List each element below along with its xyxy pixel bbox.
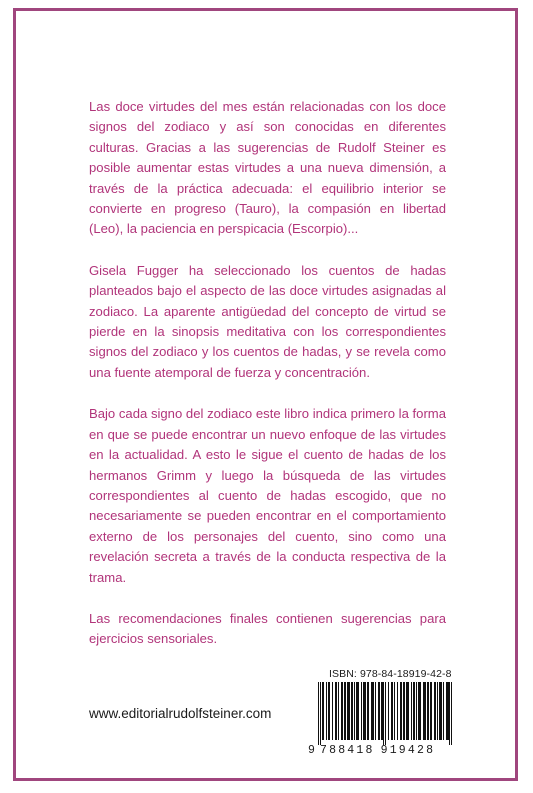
barcode-bar bbox=[332, 682, 333, 740]
barcode-bar bbox=[344, 682, 346, 740]
barcode-bar bbox=[347, 682, 350, 740]
barcode-bar bbox=[430, 682, 432, 740]
barcode-bar bbox=[381, 682, 383, 740]
barcode-bar bbox=[406, 682, 409, 740]
barcode-bar bbox=[437, 682, 438, 740]
barcode-bar bbox=[385, 682, 386, 745]
paragraph-2: Gisela Fugger ha seleccionado los cuentos de hadas planteados bajo el aspecto de las doce virtudes asignadas al zodiaco. La aparente antigüedad del concepto de virtud se pierde en la sinopsis meditativa con los correspondientes signos del zodiaco y los cuentos de hadas, y se revela como una fuente atemporal de fuerza y concentración. bbox=[89, 262, 446, 380]
barcode-group-1: 788418 bbox=[320, 744, 375, 757]
barcode-bar bbox=[383, 682, 384, 745]
barcode-bar bbox=[320, 682, 321, 745]
barcode-digits bbox=[308, 744, 460, 757]
barcode-bar bbox=[416, 682, 417, 740]
barcode-bar bbox=[356, 682, 359, 740]
barcode-bar bbox=[443, 682, 444, 740]
barcode-bar bbox=[403, 682, 405, 740]
barcode-image bbox=[308, 682, 458, 747]
barcode-bar bbox=[388, 682, 389, 740]
barcode-bar bbox=[322, 682, 324, 740]
barcode-bar bbox=[375, 682, 376, 740]
barcode-bar bbox=[427, 682, 429, 740]
barcode-bar bbox=[363, 682, 366, 740]
barcode-bar bbox=[361, 682, 362, 740]
barcode-bar bbox=[449, 682, 450, 745]
barcode-bar bbox=[397, 682, 398, 740]
barcode-bar bbox=[341, 682, 343, 740]
barcode-bar bbox=[335, 682, 337, 740]
barcode-bar bbox=[423, 682, 426, 740]
isbn-label: ISBN: 978-84-18919-42-8 bbox=[329, 668, 452, 680]
barcode-bar bbox=[418, 682, 421, 740]
barcode-bar bbox=[367, 682, 369, 740]
barcode-group-2: 919428 bbox=[380, 744, 436, 757]
barcode-bar bbox=[394, 682, 395, 740]
barcode-bar bbox=[338, 682, 339, 740]
barcode-bar bbox=[400, 682, 402, 740]
barcode-bar bbox=[391, 682, 393, 740]
barcode-bar bbox=[451, 682, 452, 745]
barcode-bar bbox=[354, 682, 355, 740]
barcode-bar bbox=[411, 682, 412, 740]
paragraph-1: Las doce virtudes del mes están relacionadas con los doce signos del zodiaco y así son conocidas en diferentes culturas. Gracias a las sugerencias de Rudolf Steiner es posible aumentar estas virtudes a una nueva dimensión, a través de la práctica adecuada: el equilibrio interior se convierte en progreso (Tauro), la compasión en libertad (Leo), la paciencia en perspicacia (Escorpio)... bbox=[89, 99, 446, 237]
barcode-bar bbox=[328, 682, 330, 740]
paragraph-4: Las recomendaciones finales contienen sugerencias para ejercicios sensoriales. bbox=[89, 610, 446, 647]
barcode-bar bbox=[326, 682, 327, 740]
barcode-first-digit: 9 bbox=[308, 744, 315, 757]
barcode-bar bbox=[439, 682, 442, 740]
barcode-bar bbox=[351, 682, 353, 740]
barcode-bar bbox=[371, 682, 374, 740]
barcode-bar bbox=[318, 682, 319, 745]
barcode-bar bbox=[378, 682, 380, 740]
publisher-website[interactable]: www.editorialrudolfsteiner.com bbox=[89, 706, 272, 721]
barcode-bar bbox=[446, 682, 449, 740]
barcode-bar bbox=[434, 682, 436, 740]
paragraph-3: Bajo cada signo del zodiaco este libro indica primero la forma en que se puede encontrar un nuevo enfoque de las virtudes en la actualidad. A esto le sigue el cuento de hadas de los hermanos Grimm y luego la búsqueda de las virtudes correspondientes al cuento de hadas escogido, que no necesariamente se pueden encontrar en el comportamiento externo de los personajes del cuento, sino como una revelación secreta a través de la conducta respectiva de la trama. bbox=[89, 406, 446, 585]
back-cover-text bbox=[89, 97, 446, 671]
barcode-bar bbox=[413, 682, 415, 740]
